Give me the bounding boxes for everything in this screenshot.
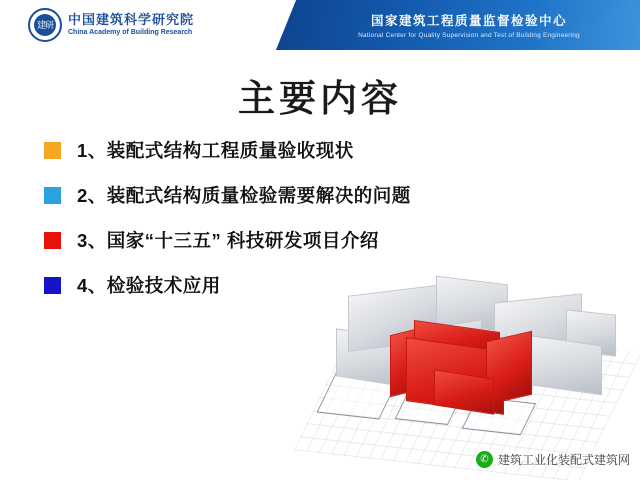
header-banner [252,0,640,50]
list-item-label: 3、国家“十三五” 科技研发项目介绍 [77,230,379,251]
logo-name-cn: 中国建筑科学研究院 [68,11,195,27]
bullet-marker-icon [44,187,61,204]
bullet-marker-icon [44,142,61,159]
list-item-label: 4、检验技术应用 [77,275,221,296]
banner-title-en: National Center for Quality Supervision and Test of Building Engineering [358,32,580,39]
header-banner-text [304,0,634,50]
academy-seal-label: 建研 [34,14,56,36]
bullet-marker-icon [44,277,61,294]
slide-body [0,50,640,480]
bullet-marker-icon [44,232,61,249]
slide-header [0,0,640,50]
list-item [44,218,604,262]
list-item-label: 1、装配式结构工程质量验收现状 [77,140,354,161]
logo-text-block [68,13,194,38]
logo-name-en: China Academy of Building Research [68,29,193,37]
footer-watermark [476,451,630,468]
academy-seal-icon [28,8,62,42]
list-item [44,128,604,172]
wechat-icon: ✆ [476,451,493,468]
banner-title-cn: 国家建筑工程质量监督检验中心 [370,14,567,28]
building-cutaway-render [318,278,634,470]
list-item [44,173,604,217]
page-title: 主要内容 [238,78,402,119]
watermark-label: 建筑工业化装配式建筑网 [497,453,630,467]
list-item-label: 2、装配式结构质量检验需要解决的问题 [77,185,411,206]
building-block [526,335,602,396]
organization-logo [0,0,252,50]
